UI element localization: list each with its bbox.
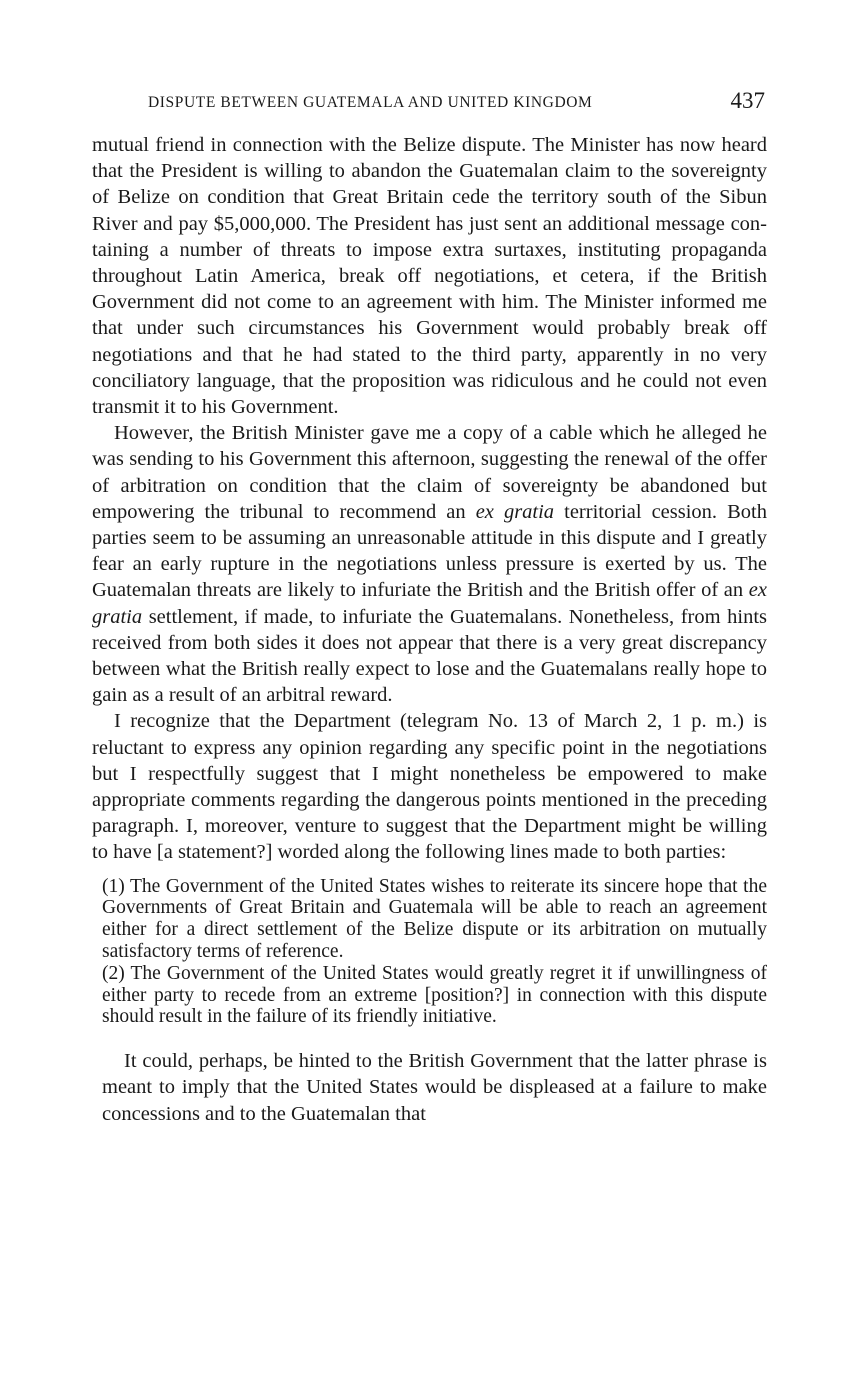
paragraph-hint: It could, perhaps, be hinted to the British Government that the latter phrase is meant to imply that the United States would be displeased at a failure to make concessions and to the Guatemalan that xyxy=(102,1050,767,1125)
running-title: DISPUTE BETWEEN GUATEMALA AND UNITED KINGDOM xyxy=(148,94,593,111)
document-page xyxy=(92,88,767,1127)
italic-term: ex gratia xyxy=(475,500,555,523)
paragraph-continued: mutual friend in connection with the Belize dispute. The Minister has now heard that the President is willing to abandon the Guatemalan claim to the sovereignty of Belize on condition that Great Britain cede the territory south of the Sibun River and pay $5,000,000. The President has just sent an additional message containing a number of threats to impose extra surtaxes, instituting propaganda throughout Latin America, break off negotiations, et cetera, if the British Government did not come to an agreement with him. The Minister informed me that under such circumstances his Government would probably break off negotiations and that he had stated to the third party, apparently in no very conciliatory language, that the proposition was ridiculous and he could not even transmit it to his Government. xyxy=(92,134,767,419)
proposed-statement xyxy=(102,876,767,1029)
paragraph-british-minister-cable xyxy=(92,420,767,708)
page-number: 437 xyxy=(730,88,765,113)
italic-term: ex gratia xyxy=(92,579,767,628)
paragraph-text: settlement, if made, to infuriate the Guatemalans. Nonetheless, from hints received from both sides it does not appear that there is a very great discrepancy between what the British really expect to lose and the Guatemalans really hope to gain as a result of an arbitral reward. xyxy=(92,605,767,707)
paragraph-department-recommendation: I recognize that the Department (telegram No. 13 of March 2, 1 p. m.) is reluctant to express any opinion regarding any specific point in the negotiations but I respectfully suggest that I might nonetheless be empowered to make appropriate comments regarding the dangerous points mentioned in the preceding paragraph. I, moreover, venture to suggest that the Department might be willing to have [a statement?] worded along the following lines made to both parties: xyxy=(92,710,767,864)
paragraph-text: However, the British Minister gave me a copy of a cable which he alleged he was sending to his Government this afternoon, suggesting the renewal of the offer of arbitration on condition that the claim of sovereignty be abandoned but empowering the tribunal to recommend an xyxy=(92,422,767,523)
body-text xyxy=(92,132,767,866)
closing-text xyxy=(102,1048,767,1127)
statement-item-1: (1) The Government of the United States wishes to reiterate its sincere hope that the Governments of Great Britain and Guatemala will be able to reach an agreement either for a direct settlement of the Belize dispute or its arbitration on mutually satisfactory terms of reference. xyxy=(102,875,767,963)
paragraph-text: territorial cession. Both parties seem to be assuming an unreasonable attitude in this dispute and I greatly fear an early rupture in the negotiations unless pressure is exerted by us. The Guatemalan threats are likely to infuriate the British and the British offer of an xyxy=(92,500,767,602)
running-head xyxy=(92,88,767,122)
statement-item-2: (2) The Government of the United States would greatly regret it if unwillingness of either party to recede from an extreme [position?] in connection with this dispute should result in the failure of its friendly initiative. xyxy=(102,962,767,1028)
